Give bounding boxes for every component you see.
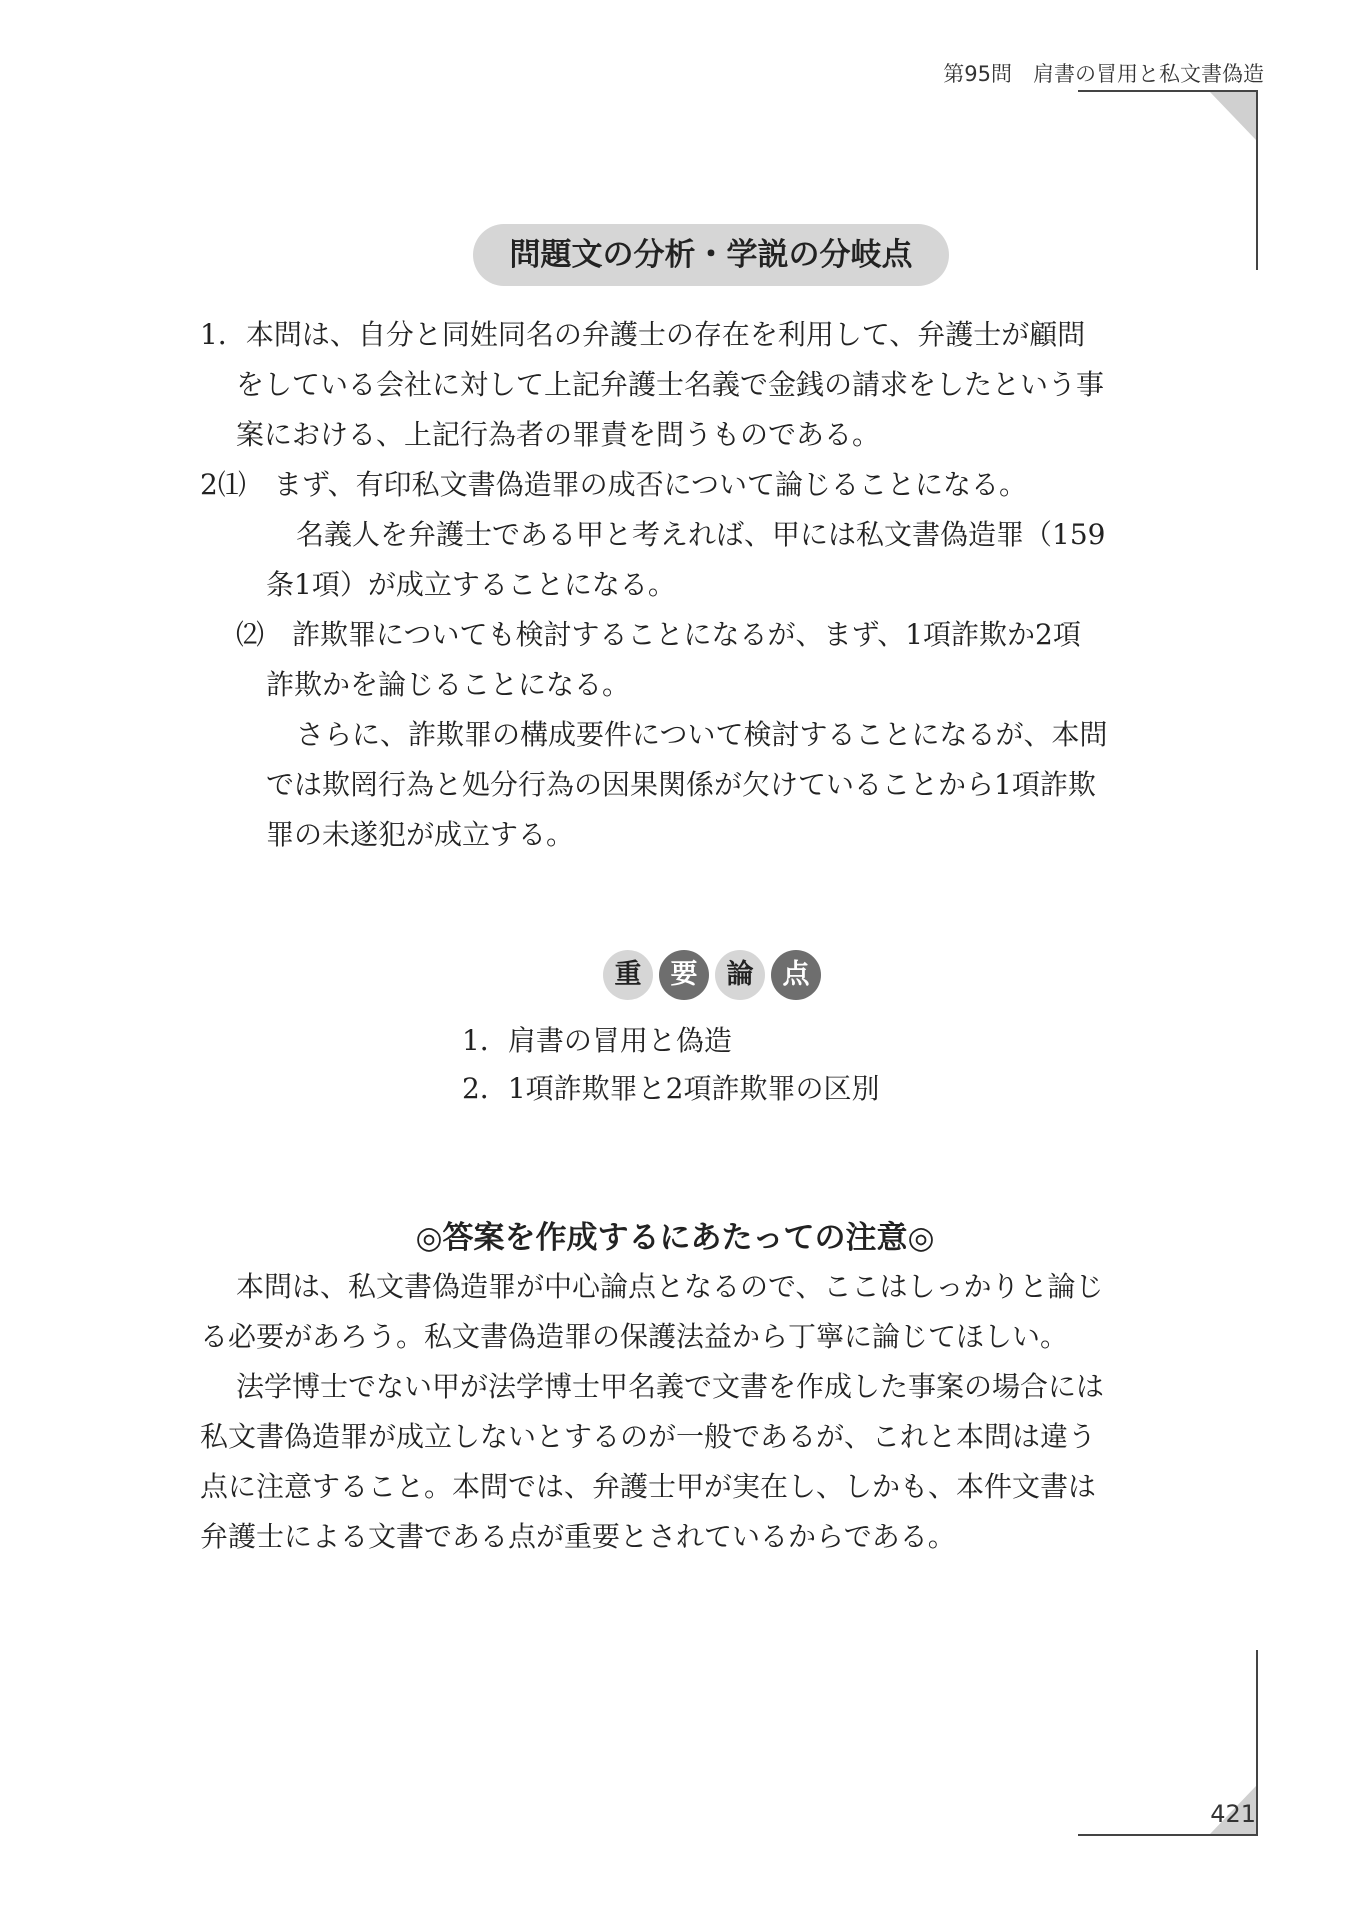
text-line: をしている会社に対して上記弁護士名義で金銭の請求をしたという事: [236, 368, 1105, 401]
list-item: 2．1項詐欺罪と2項詐欺罪の区別: [462, 1072, 880, 1105]
footer-side-rule: [1256, 1650, 1258, 1836]
text-line: さらに、詐欺罪の構成要件について検討することになるが、本問: [296, 718, 1108, 751]
analysis-heading: 問題文の分析・学説の分岐点: [473, 224, 949, 286]
text-line: 私文書偽造罪が成立しないとするのが一般であるが、これと本問は違う: [200, 1420, 1097, 1453]
header-corner-triangle: [1210, 92, 1256, 140]
key-heading-char: 要: [659, 950, 709, 1000]
footer-rule: [1078, 1834, 1258, 1836]
text-line: 1．本問は、自分と同姓同名の弁護士の存在を利用して、弁護士が顧問: [200, 318, 1086, 351]
key-points-heading: [603, 950, 821, 1000]
text-line: 弁護士による文書である点が重要とされているからである。: [200, 1520, 956, 1553]
header-side-rule: [1256, 90, 1258, 270]
key-heading-char: 重: [603, 950, 653, 1000]
text-line: 条1項）が成立することになる。: [266, 568, 676, 601]
text-line: る必要があろう。私文書偽造罪の保護法益から丁寧に論じてほしい。: [200, 1320, 1069, 1353]
key-heading-char: 論: [715, 950, 765, 1000]
text-line: 案における、上記行為者の罪責を問うものである。: [236, 418, 881, 451]
notes-heading: ◎答案を作成するにあたっての注意◎: [415, 1220, 935, 1256]
key-heading-char: 点: [771, 950, 821, 1000]
text-line: ⑵ 詐欺罪についても検討することになるが、まず、1項詐欺か2項: [236, 618, 1081, 651]
text-line: 名義人を弁護士である甲と考えれば、甲には私文書偽造罪（159: [296, 518, 1106, 551]
text-line: 罪の未遂犯が成立する。: [266, 818, 575, 851]
running-head: 第95問 肩書の冒用と私文書偽造: [943, 62, 1264, 86]
page-number: 421: [1210, 1800, 1256, 1828]
notes-text: [200, 1262, 1230, 1562]
key-points-list: [462, 1017, 879, 1113]
text-line: 詐欺かを論じることになる。: [266, 668, 631, 701]
text-line: では欺罔行為と処分行為の因果関係が欠けていることから1項詐欺: [266, 768, 1096, 801]
list-item: 1．肩書の冒用と偽造: [462, 1024, 732, 1057]
text-line: 2⑴ まず、有印私文書偽造罪の成否について論じることになる。: [200, 468, 1028, 501]
text-line: 法学博士でない甲が法学博士甲名義で文書を作成した事案の場合には: [236, 1370, 1105, 1403]
text-line: 本問は、私文書偽造罪が中心論点となるので、ここはしっかりと論じ: [236, 1270, 1104, 1303]
text-line: 点に注意すること。本問では、弁護士甲が実在し、しかも、本件文書は: [200, 1470, 1097, 1503]
analysis-text: [200, 310, 1230, 860]
